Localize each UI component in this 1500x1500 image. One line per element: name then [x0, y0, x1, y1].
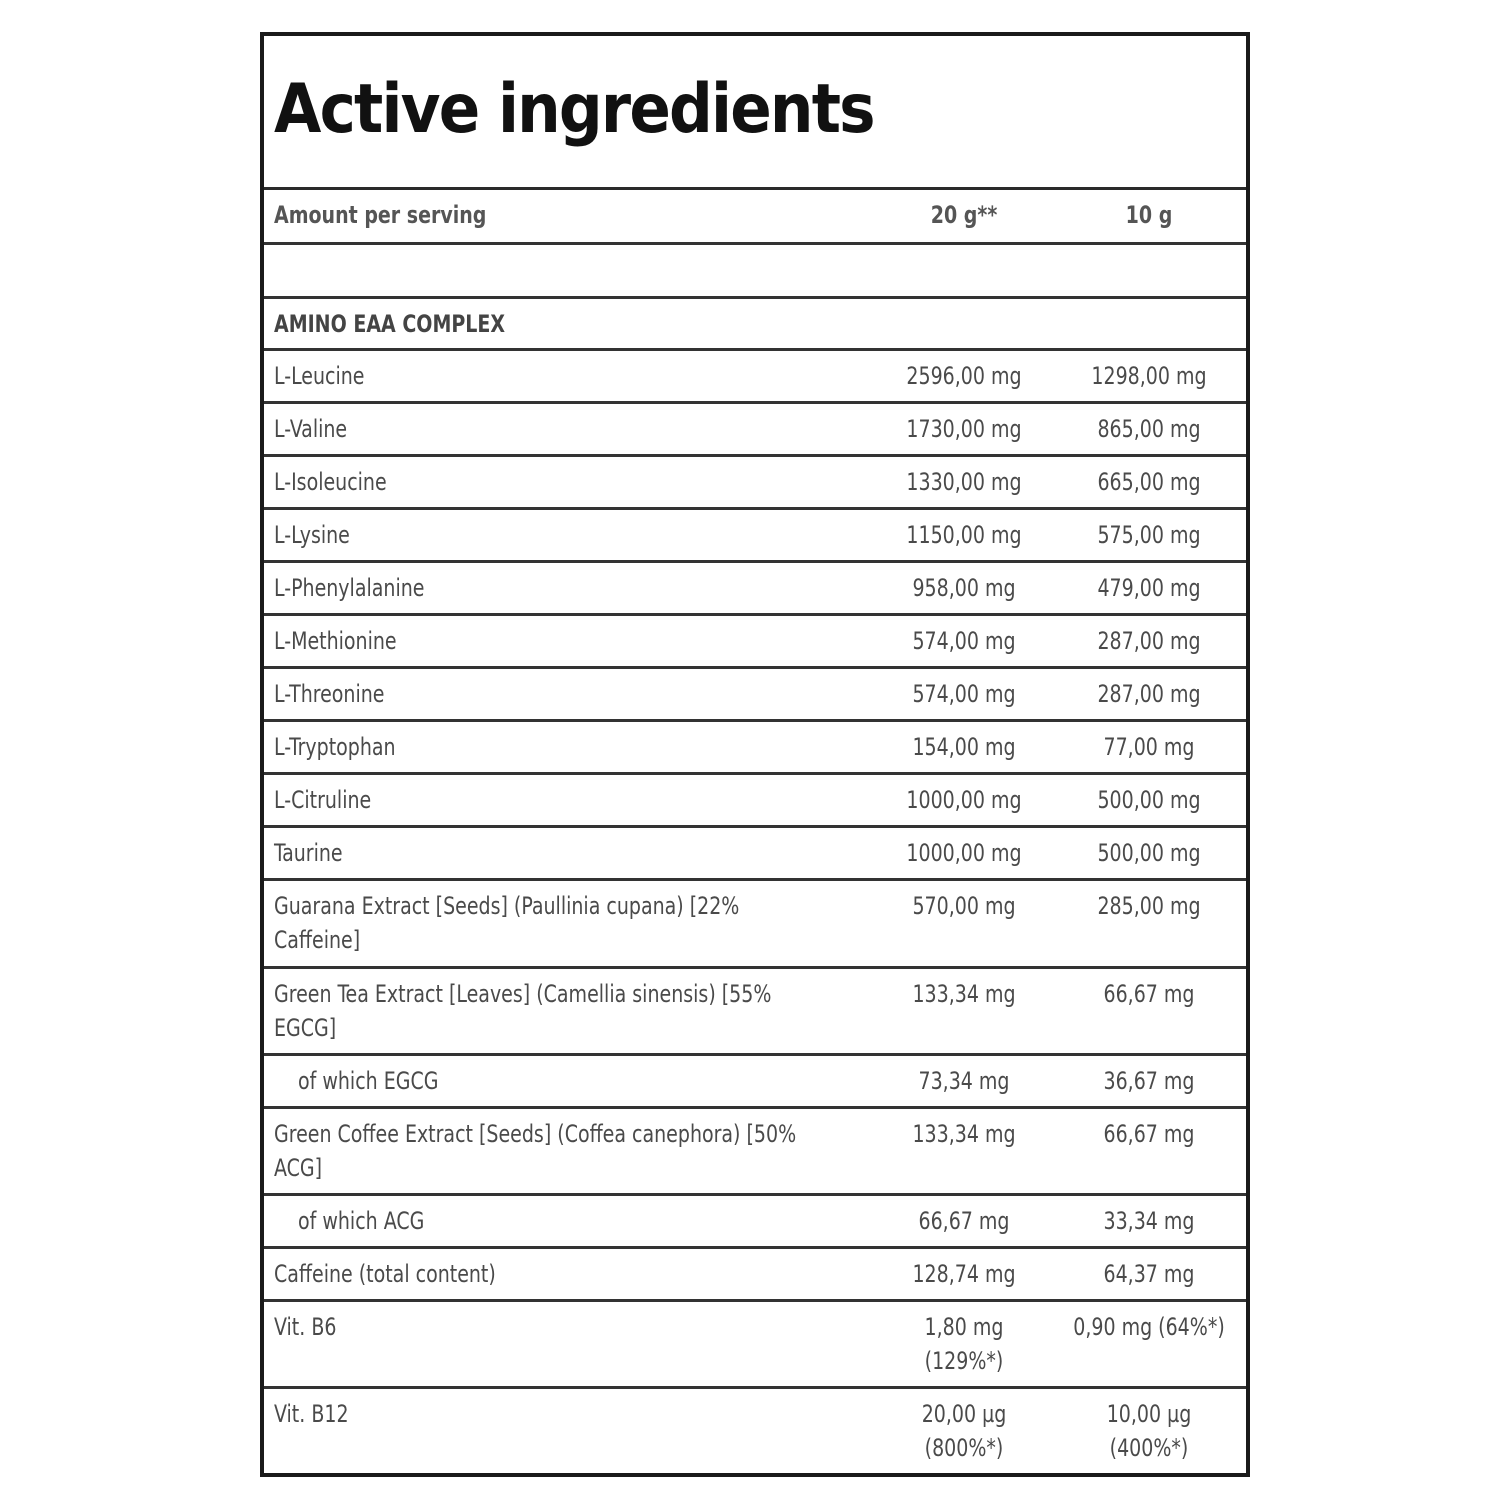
ingredient-name: Taurine	[274, 839, 343, 867]
amount-20g: 1000,00 mg	[906, 839, 1022, 867]
table-row	[264, 404, 1246, 457]
page-title: Active ingredients	[274, 70, 874, 149]
ingredient-name: L-Phenylalanine	[274, 574, 425, 602]
table-row	[264, 1389, 1246, 1474]
table-row	[264, 881, 1246, 969]
amount-10g: 33,34 mg	[1103, 1207, 1195, 1235]
amount-20g: 2596,00 mg	[906, 362, 1022, 390]
header-label: Amount per serving	[274, 201, 487, 229]
amount-10g: 865,00 mg	[1097, 415, 1201, 443]
table-row	[264, 1249, 1246, 1302]
amount-20g: 133,34 mg	[912, 1120, 1016, 1148]
spacer-row	[264, 245, 1246, 299]
table-row	[264, 1196, 1246, 1249]
ingredient-name: of which ACG	[298, 1207, 425, 1235]
table-row	[264, 722, 1246, 775]
ingredient-name: Guarana Extract [Seeds] (Paullinia cupana) [22% Caffeine]	[274, 892, 740, 954]
amount-10g: 500,00 mg	[1097, 786, 1201, 814]
table-row	[264, 828, 1246, 881]
amount-10g: 479,00 mg	[1097, 574, 1201, 602]
amount-10g: 287,00 mg	[1097, 680, 1201, 708]
table-row	[264, 510, 1246, 563]
ingredient-name: L-Threonine	[274, 680, 385, 708]
table-header-row	[264, 190, 1246, 245]
table-row	[264, 457, 1246, 510]
title-row	[264, 36, 1246, 190]
amount-10g: 287,00 mg	[1097, 627, 1201, 655]
amount-10g: 0,90 mg (64%*)	[1073, 1313, 1225, 1341]
amount-10g: 1298,00 mg	[1091, 362, 1207, 390]
amount-20g: 154,00 mg	[912, 733, 1016, 761]
header-col-20g: 20 g**	[930, 201, 998, 229]
amount-20g: 958,00 mg	[912, 574, 1016, 602]
amount-10g: 665,00 mg	[1097, 468, 1201, 496]
amount-20g: 1000,00 mg	[906, 786, 1022, 814]
table-row	[264, 1109, 1246, 1196]
table-row	[264, 563, 1246, 616]
table-row	[264, 969, 1246, 1056]
amount-20g: 1150,00 mg	[906, 521, 1022, 549]
amount-10g: 64,37 mg	[1103, 1260, 1195, 1288]
ingredient-name: L-Citruline	[274, 786, 372, 814]
table-row	[264, 775, 1246, 828]
table-row	[264, 1302, 1246, 1389]
ingredient-name: L-Tryptophan	[274, 733, 396, 761]
amount-10g: 10,00 µg (400%*)	[1106, 1400, 1192, 1462]
amount-20g: 570,00 mg	[912, 892, 1016, 920]
amount-10g: 575,00 mg	[1097, 521, 1201, 549]
table-row	[264, 1056, 1246, 1109]
amount-20g: 1330,00 mg	[906, 468, 1022, 496]
ingredient-name: L-Valine	[274, 415, 348, 443]
amount-10g: 285,00 mg	[1097, 892, 1201, 920]
amount-20g: 20,00 µg (800%*)	[921, 1400, 1007, 1462]
ingredient-name: L-Methionine	[274, 627, 397, 655]
amount-20g: 66,67 mg	[918, 1207, 1010, 1235]
amount-10g: 66,67 mg	[1103, 1120, 1195, 1148]
ingredient-name: Green Tea Extract [Leaves] (Camellia sinensis) [55% EGCG]	[274, 980, 772, 1042]
ingredient-name: L-Lysine	[274, 521, 350, 549]
section-title: AMINO EAA COMPLEX	[274, 310, 506, 338]
amount-10g: 36,67 mg	[1103, 1067, 1195, 1095]
ingredient-name: L-Leucine	[274, 362, 365, 390]
table-row	[264, 616, 1246, 669]
ingredient-name: Green Coffee Extract [Seeds] (Coffea canephora) [50% ACG]	[274, 1120, 797, 1182]
header-col-10g: 10 g	[1125, 201, 1173, 229]
amount-10g: 66,67 mg	[1103, 980, 1195, 1008]
ingredients-panel	[260, 32, 1250, 1477]
amount-20g: 574,00 mg	[912, 627, 1016, 655]
ingredient-name: Vit. B12	[274, 1400, 349, 1428]
amount-20g: 133,34 mg	[912, 980, 1016, 1008]
ingredient-name: Caffeine (total content)	[274, 1260, 496, 1288]
ingredient-name: L-Isoleucine	[274, 468, 387, 496]
table-row	[264, 669, 1246, 722]
amount-20g: 73,34 mg	[918, 1067, 1010, 1095]
amount-20g: 1730,00 mg	[906, 415, 1022, 443]
amount-10g: 77,00 mg	[1103, 733, 1195, 761]
ingredient-name: Vit. B6	[274, 1313, 337, 1341]
amount-20g: 1,80 mg (129%*)	[924, 1313, 1004, 1375]
amount-10g: 500,00 mg	[1097, 839, 1201, 867]
section-row	[264, 299, 1246, 351]
amount-20g: 574,00 mg	[912, 680, 1016, 708]
ingredient-name: of which EGCG	[298, 1067, 439, 1095]
table-row	[264, 351, 1246, 404]
amount-20g: 128,74 mg	[912, 1260, 1016, 1288]
